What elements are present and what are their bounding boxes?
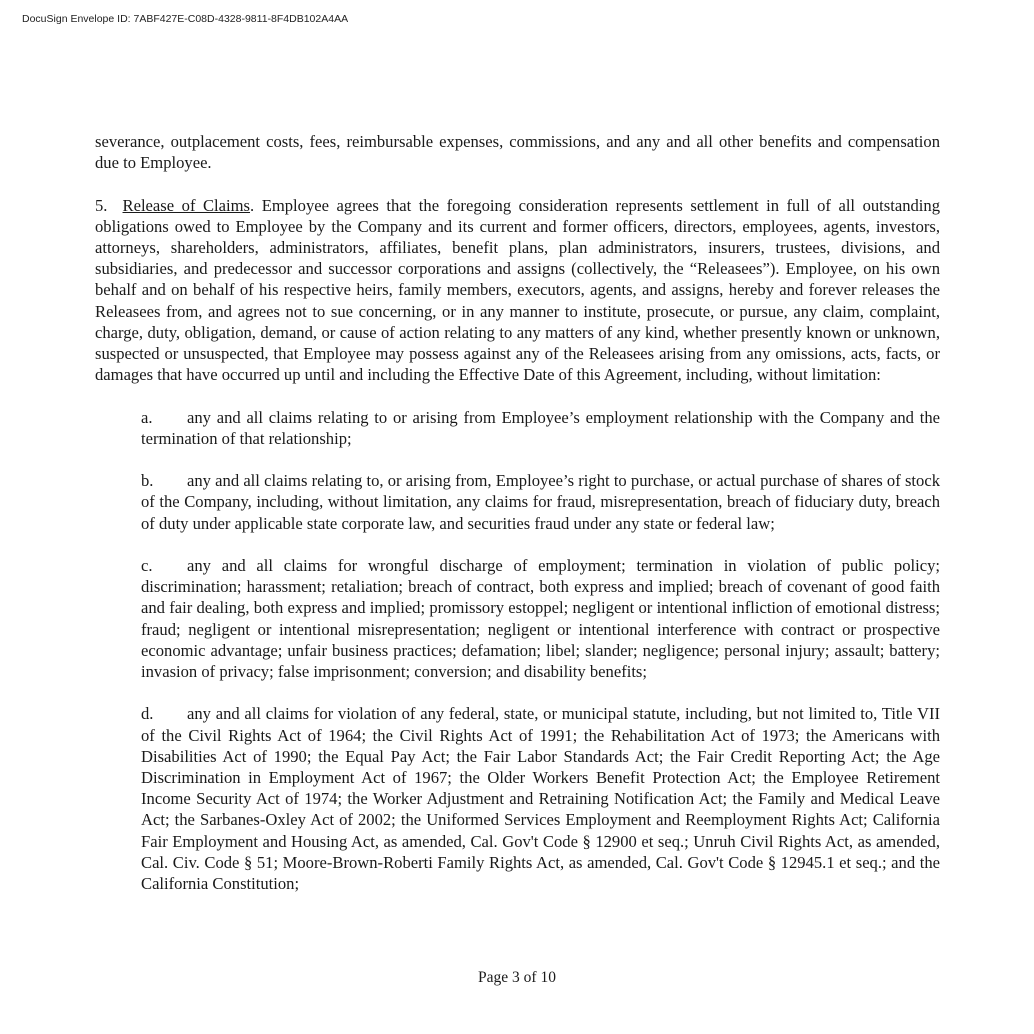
section-number: 5. bbox=[95, 195, 108, 215]
page-number: Page 3 of 10 bbox=[478, 969, 556, 986]
list-item-c bbox=[141, 555, 940, 682]
envelope-id: DocuSign Envelope ID: 7ABF427E-C08D-4328-9811-8F4DB102A4AA bbox=[22, 13, 349, 25]
document-page bbox=[95, 131, 940, 894]
item-label: a. bbox=[141, 407, 153, 427]
section-5-paragraph bbox=[95, 195, 940, 386]
item-label: c. bbox=[141, 556, 153, 575]
list-item-b bbox=[141, 470, 940, 534]
item-label: b. bbox=[141, 471, 154, 491]
list-item-d bbox=[141, 703, 940, 894]
item-text: any and all claims for violation of any federal, state, or municipal statute, including, but not limited to, Title VII of the Civil Rights Act of 1964; the Civil Rights Act of 1991; the Rehabilitation Act of 1973; the Americans with Disabilities Act of 1990; the Equal Pay Act; the Fair Labor Standards Act; the Fair Credit Reporting Act; the Age Discrimination in Employment Act of 1967; the Older Workers Benefit Protection Act; the Employee Retirement Income Security Act of 1974; the Worker Adjustment and Retraining Notification Act; the Family and Medical Leave Act; the Sarbanes-Oxley Act of 2002; the Uniformed Services Employment and Reemployment Rights Act; California Fair Employment and Housing Act, as amended, Cal. Gov't Code § 12900 et seq.; Unruh Civil Rights Act, as amended, Cal. Civ. Code § 51; Moore-Brown-Roberti Family Rights Act, as amended, Cal. Gov't Code § 12945.1 et seq.; and the California Constitution; bbox=[141, 704, 940, 894]
section-text: . Employee agrees that the foregoing consideration represents settlement in full of all outstanding obligations owed to Employee by the Company and its current and former officers, directors, employees, agents, investors, attorneys, shareholders, administrators, affiliates, benefit plans, plan administrators, insurers, trustees, divisions, and subsidiaries, and predecessor and successor corporations and assigns (collectively, the “Releasees”). Employee, on his own behalf and on behalf of his respective heirs, family members, executors, agents, and assigns, hereby and forever releases the Releasees from, and agrees not to sue concerning, or in any manner to institute, prosecute, or pursue, any claim, complaint, charge, duty, obligation, demand, or cause of action relating to any matters of any kind, whether presently known or unknown, suspected or unsuspected, that Employee may possess against any of the Releasees arising from any omissions, acts, facts, or damages that have occurred up until and including the Effective Date of this Agreement, including, without limitation: bbox=[95, 195, 941, 385]
item-text: any and all claims relating to, or arising from, Employee’s right to purchase, or actual purchase of shares of stock of the Company, including, without limitation, any claims for fraud, misrepresentation, breach of fiduciary duty, breach of duty under applicable state corporate law, and securities fraud under any state or federal law; bbox=[141, 471, 940, 533]
section-heading: Release of Claims bbox=[122, 195, 251, 215]
continued-paragraph: severance, outplacement costs, fees, reimbursable expenses, commissions, and any and all other benefits and compensation due to Employee. bbox=[95, 132, 940, 173]
item-text: any and all claims relating to or arising from Employee’s employment relationship with the Company and the termination of that relationship; bbox=[141, 407, 940, 448]
item-text: any and all claims for wrongful discharge of employment; termination in violation of public policy; discrimination; harassment; retaliation; breach of contract, both express and implied; breach of covenant of good faith and fair dealing, both express and implied; promissory estoppel; negligent or intentional infliction of emotional distress; fraud; negligent or intentional misrepresentation; negligent or intentional interference with contract or prospective economic advantage; unfair business practices; defamation; libel; slander; negligence; personal injury; assault; battery; invasion of privacy; false imprisonment; conversion; and disability benefits; bbox=[141, 556, 940, 682]
list-item-a bbox=[141, 407, 940, 449]
item-label: d. bbox=[141, 704, 154, 724]
